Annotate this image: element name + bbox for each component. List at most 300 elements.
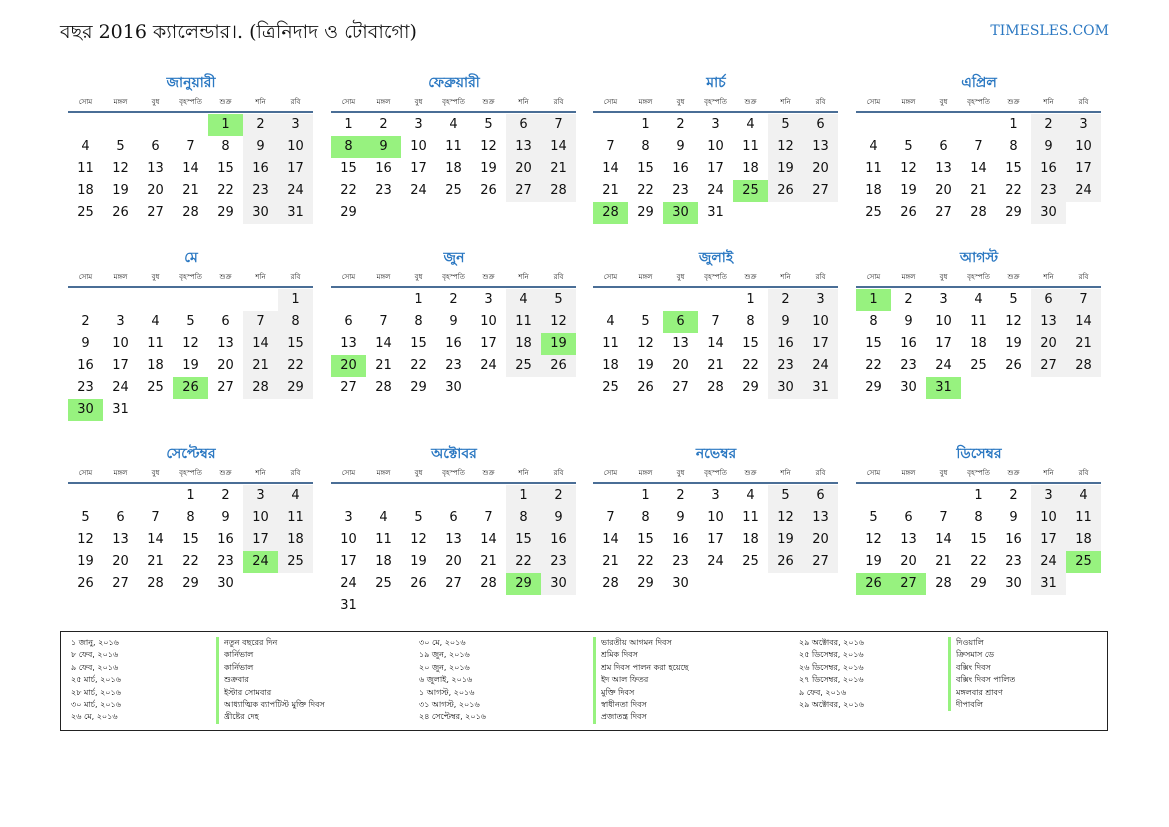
day-cell: 27	[112, 576, 129, 591]
weekday-label: রবি	[553, 98, 564, 106]
weekday-label: মঙ্গল	[113, 469, 128, 477]
day-cell: 26	[637, 380, 654, 395]
holiday-name: বক্সিং দিবস	[956, 662, 991, 672]
empty-cell	[471, 485, 506, 507]
weekday-label: বৃহস্পতি	[442, 273, 465, 281]
day-cell: 6	[506, 114, 541, 136]
empty-cell	[173, 289, 208, 311]
day-cell: 22	[637, 554, 654, 569]
holiday-name: নতুন বছরের দিন	[224, 638, 278, 647]
empty-cell	[103, 485, 138, 507]
weekday-header	[856, 96, 1101, 113]
weekday-label: রবি	[553, 273, 564, 281]
day-cell: 21	[541, 158, 576, 180]
holiday-names-column-2	[593, 637, 689, 724]
day-cell: 18	[970, 336, 987, 351]
day-cell: 21	[935, 554, 952, 569]
day-cell: 7	[1066, 289, 1101, 311]
day-cell: 1	[278, 289, 313, 311]
month-calendar	[593, 247, 839, 399]
month-name: জুন	[443, 250, 465, 266]
empty-cell	[961, 114, 996, 136]
day-cell: 4	[1066, 485, 1101, 507]
holiday-day-cell: 19	[541, 333, 576, 355]
weekday-label: মঙ্গল	[638, 273, 653, 281]
weekday-header	[856, 467, 1101, 484]
holiday-date: ৯ ফেব, ২০১৬	[71, 662, 119, 672]
weekday-label: রবি	[815, 98, 826, 106]
month-calendar	[593, 72, 839, 224]
day-cell: 29	[970, 576, 987, 591]
month-calendar	[68, 72, 314, 224]
holiday-date: ২৫ ডিসেম্বর, ২০১৬	[799, 650, 864, 660]
month-calendar	[68, 443, 314, 595]
day-cell: 11	[970, 314, 987, 329]
day-cell: 29	[637, 205, 654, 220]
day-cell: 28	[541, 180, 576, 202]
day-cell: 14	[707, 336, 724, 351]
day-cell: 7	[151, 510, 160, 525]
day-cell: 8	[278, 311, 313, 333]
holiday-date: ২৬ মে, ২০১৬	[71, 712, 118, 722]
weekday-label: শনি	[780, 98, 791, 106]
day-cell: 29	[278, 377, 313, 399]
weekday-label: সোম	[341, 273, 356, 281]
days-grid	[331, 289, 576, 399]
weekday-label: সোম	[341, 98, 356, 106]
day-cell: 5	[904, 139, 913, 154]
day-cell: 13	[1031, 311, 1066, 333]
day-cell: 30	[445, 380, 462, 395]
day-cell: 22	[865, 358, 882, 373]
day-cell: 21	[707, 358, 724, 373]
day-cell: 29	[217, 205, 234, 220]
empty-cell	[243, 289, 278, 311]
day-cell: 31	[340, 598, 357, 613]
weekday-header	[331, 271, 576, 288]
day-cell: 28	[602, 576, 619, 591]
day-cell: 13	[803, 136, 838, 158]
day-cell: 17	[1066, 158, 1101, 180]
holiday-day-cell: 29	[506, 573, 541, 595]
holiday-day-cell: 30	[663, 202, 698, 224]
day-cell: 9	[81, 336, 90, 351]
weekday-label: বুধ	[939, 469, 948, 477]
day-cell: 3	[1066, 114, 1101, 136]
day-cell: 30	[1031, 202, 1066, 224]
day-cell: 26	[410, 576, 427, 591]
day-cell: 4	[278, 485, 313, 507]
day-cell: 27	[803, 551, 838, 573]
weekday-label: সোম	[603, 469, 618, 477]
weekday-label: রবি	[290, 273, 301, 281]
day-cell: 18	[278, 529, 313, 551]
day-cell: 3	[711, 117, 720, 132]
day-cell: 5	[768, 114, 803, 136]
day-cell: 25	[602, 380, 619, 395]
day-cell: 18	[375, 554, 392, 569]
day-cell: 12	[768, 136, 803, 158]
day-cell: 1	[506, 485, 541, 507]
day-cell: 31	[803, 377, 838, 399]
holiday-names-column-3	[948, 637, 1015, 711]
day-cell: 23	[445, 358, 462, 373]
holiday-name: শ্রম দিবস পালন করা হয়েছে	[601, 662, 689, 672]
day-cell: 23	[768, 355, 803, 377]
day-cell: 19	[77, 554, 94, 569]
empty-cell	[436, 485, 471, 507]
day-cell: 25	[278, 551, 313, 573]
day-cell: 12	[865, 532, 882, 547]
day-cell: 24	[278, 180, 313, 202]
day-cell: 9	[904, 314, 913, 329]
day-cell: 10	[1066, 136, 1101, 158]
weekday-label: শুক্র	[1007, 98, 1020, 106]
days-grid	[856, 114, 1101, 224]
day-cell: 17	[112, 358, 129, 373]
day-cell: 20	[900, 554, 917, 569]
day-cell: 7	[186, 139, 195, 154]
day-cell: 13	[506, 136, 541, 158]
day-cell: 15	[865, 336, 882, 351]
days-grid	[593, 485, 838, 595]
day-cell: 3	[711, 488, 720, 503]
day-cell: 21	[602, 183, 619, 198]
holiday-date: ২৬ ডিসেম্বর, ২০১৬	[799, 662, 864, 672]
weekday-label: শনি	[255, 273, 266, 281]
day-cell: 1	[344, 117, 353, 132]
day-cell: 5	[1009, 292, 1018, 307]
day-cell: 13	[147, 161, 164, 176]
empty-cell	[891, 114, 926, 136]
holiday-name: দিওয়ালি	[956, 638, 984, 647]
day-cell: 18	[445, 161, 462, 176]
day-cell: 13	[112, 532, 129, 547]
day-cell: 25	[147, 380, 164, 395]
day-cell: 23	[900, 358, 917, 373]
holiday-date: ৯ ফেব, ২০১৬	[799, 687, 847, 697]
day-cell: 12	[480, 139, 497, 154]
holiday-names-column-1	[216, 637, 325, 724]
weekday-label: বৃহস্পতি	[704, 273, 727, 281]
days-grid	[856, 485, 1101, 595]
weekday-label: সোম	[866, 469, 881, 477]
day-cell: 24	[707, 183, 724, 198]
holiday-date: ২৯ অক্টোবর, ২০১৬	[799, 699, 864, 709]
weekday-label: বুধ	[676, 273, 685, 281]
day-cell: 25	[445, 183, 462, 198]
day-cell: 28	[147, 576, 164, 591]
holiday-day-cell: 6	[663, 311, 698, 333]
day-cell: 5	[641, 314, 650, 329]
day-cell: 25	[865, 205, 882, 220]
holiday-day-cell: 24	[243, 551, 278, 573]
weekday-label: বৃহস্পতি	[179, 273, 202, 281]
day-cell: 11	[865, 161, 882, 176]
holiday-name: ভারতীয় আগমন দিবস	[601, 638, 672, 647]
days-grid	[68, 485, 313, 595]
empty-cell	[628, 289, 663, 311]
weekday-label: বৃহস্পতি	[967, 273, 990, 281]
holiday-day-cell: 26	[173, 377, 208, 399]
day-cell: 8	[221, 139, 230, 154]
day-cell: 18	[77, 183, 94, 198]
day-cell: 7	[243, 311, 278, 333]
day-cell: 23	[375, 183, 392, 198]
empty-cell	[103, 114, 138, 136]
day-cell: 17	[278, 158, 313, 180]
day-cell: 3	[1031, 485, 1066, 507]
day-cell: 24	[803, 355, 838, 377]
weekday-label: শুক্র	[744, 469, 757, 477]
day-cell: 13	[672, 336, 689, 351]
holiday-name: ইস্টার সোমবার	[224, 687, 272, 697]
day-cell: 17	[707, 161, 724, 176]
day-cell: 24	[935, 358, 952, 373]
day-cell: 2	[1009, 488, 1018, 503]
weekday-label: সোম	[603, 98, 618, 106]
day-cell: 18	[602, 358, 619, 373]
day-cell: 10	[707, 510, 724, 525]
day-cell: 24	[480, 358, 497, 373]
day-cell: 6	[803, 485, 838, 507]
day-cell: 3	[243, 485, 278, 507]
day-cell: 20	[112, 554, 129, 569]
day-cell: 6	[939, 139, 948, 154]
empty-cell	[68, 485, 103, 507]
day-cell: 15	[506, 529, 541, 551]
day-cell: 17	[707, 532, 724, 547]
day-cell: 26	[480, 183, 497, 198]
holiday-date: ৮ ফেব, ২০১৬	[71, 650, 119, 660]
day-cell: 16	[900, 336, 917, 351]
day-cell: 14	[243, 333, 278, 355]
day-cell: 5	[869, 510, 878, 525]
day-cell: 28	[935, 576, 952, 591]
day-cell: 29	[1005, 205, 1022, 220]
weekday-label: শুক্র	[219, 273, 232, 281]
empty-cell	[173, 114, 208, 136]
weekday-label: শুক্র	[219, 98, 232, 106]
holiday-date: ৬ জুলাই, ২০১৬	[419, 675, 473, 685]
day-cell: 1	[974, 488, 983, 503]
day-cell: 21	[480, 554, 497, 569]
day-cell: 8	[641, 510, 650, 525]
day-cell: 21	[182, 183, 199, 198]
weekday-label: মঙ্গল	[638, 469, 653, 477]
day-cell: 2	[676, 117, 685, 132]
day-cell: 27	[340, 380, 357, 395]
day-cell: 14	[480, 532, 497, 547]
day-cell: 28	[970, 205, 987, 220]
site-link[interactable]: TIMESLES.COM	[990, 23, 1109, 39]
weekday-label: সোম	[78, 273, 93, 281]
month-name: ডিসেম্বর	[956, 446, 1002, 462]
weekday-label: মঙ্গল	[901, 273, 916, 281]
day-cell: 27	[935, 205, 952, 220]
day-cell: 12	[1005, 314, 1022, 329]
holiday-date: ২০ জুন, ২০১৬	[419, 662, 470, 672]
day-cell: 8	[414, 314, 423, 329]
weekday-header	[856, 271, 1101, 288]
weekday-label: রবি	[290, 98, 301, 106]
month-calendar	[331, 247, 577, 399]
weekday-label: রবি	[1078, 469, 1089, 477]
day-cell: 6	[803, 114, 838, 136]
day-cell: 2	[379, 117, 388, 132]
weekday-label: মঙ্গল	[376, 98, 391, 106]
day-cell: 28	[182, 205, 199, 220]
holiday-name: ক্রিসমাস ডে	[956, 650, 994, 660]
day-cell: 21	[970, 183, 987, 198]
day-cell: 25	[375, 576, 392, 591]
weekday-label: সোম	[78, 469, 93, 477]
days-grid	[593, 114, 838, 224]
day-cell: 30	[768, 377, 803, 399]
weekday-label: শুক্র	[744, 98, 757, 106]
holidays-table	[60, 631, 1108, 731]
day-cell: 26	[541, 355, 576, 377]
day-cell: 28	[243, 377, 278, 399]
weekday-label: রবি	[553, 469, 564, 477]
day-cell: 20	[803, 529, 838, 551]
day-cell: 18	[742, 161, 759, 176]
day-cell: 10	[935, 314, 952, 329]
holiday-name: কার্নিভাল	[224, 662, 254, 672]
day-cell: 29	[742, 380, 759, 395]
weekday-label: বুধ	[414, 469, 423, 477]
day-cell: 4	[151, 314, 160, 329]
day-cell: 14	[602, 161, 619, 176]
weekday-label: বুধ	[414, 98, 423, 106]
day-cell: 4	[606, 314, 615, 329]
day-cell: 22	[278, 355, 313, 377]
day-cell: 17	[935, 336, 952, 351]
day-cell: 17	[803, 333, 838, 355]
day-cell: 23	[77, 380, 94, 395]
day-cell: 22	[340, 183, 357, 198]
day-cell: 10	[243, 507, 278, 529]
day-cell: 19	[768, 158, 803, 180]
day-cell: 30	[541, 573, 576, 595]
day-cell: 22	[217, 183, 234, 198]
day-cell: 24	[1031, 551, 1066, 573]
holiday-day-cell: 25	[733, 180, 768, 202]
day-cell: 22	[742, 358, 759, 373]
weekday-header	[68, 271, 313, 288]
weekday-label: শুক্র	[1007, 469, 1020, 477]
weekday-label: বৃহস্পতি	[967, 469, 990, 477]
day-cell: 20	[147, 183, 164, 198]
day-cell: 9	[541, 507, 576, 529]
weekday-label: বৃহস্পতি	[179, 98, 202, 106]
day-cell: 12	[182, 336, 199, 351]
day-cell: 2	[243, 114, 278, 136]
holiday-day-cell: 30	[68, 399, 103, 421]
weekday-label: রবি	[290, 469, 301, 477]
days-grid	[593, 289, 838, 399]
weekday-label: রবি	[815, 469, 826, 477]
day-cell: 28	[1066, 355, 1101, 377]
day-cell: 6	[449, 510, 458, 525]
weekday-label: শনি	[1043, 98, 1054, 106]
holiday-day-cell: 27	[891, 573, 926, 595]
holiday-day-cell: 9	[366, 136, 401, 158]
day-cell: 11	[375, 532, 392, 547]
empty-cell	[68, 289, 103, 311]
day-cell: 23	[217, 554, 234, 569]
day-cell: 14	[935, 532, 952, 547]
holiday-dates-column-2	[419, 637, 486, 724]
day-cell: 24	[340, 576, 357, 591]
day-cell: 12	[112, 161, 129, 176]
day-cell: 16	[77, 358, 94, 373]
day-cell: 19	[112, 183, 129, 198]
day-cell: 16	[768, 333, 803, 355]
weekday-label: শুক্র	[744, 273, 757, 281]
day-cell: 1	[186, 488, 195, 503]
weekday-label: বৃহস্পতি	[704, 98, 727, 106]
day-cell: 20	[445, 554, 462, 569]
weekday-label: শুক্র	[482, 98, 495, 106]
day-cell: 7	[939, 510, 948, 525]
day-cell: 7	[379, 314, 388, 329]
day-cell: 11	[506, 311, 541, 333]
month-calendar	[68, 247, 314, 421]
holiday-date: ১৯ জুন, ২০১৬	[419, 650, 470, 660]
weekday-label: বৃহস্পতি	[967, 98, 990, 106]
holiday-name: শ্রমিক দিবস	[601, 650, 638, 660]
day-cell: 25	[742, 554, 759, 569]
day-cell: 19	[182, 358, 199, 373]
weekday-label: সোম	[866, 98, 881, 106]
day-cell: 5	[484, 117, 493, 132]
day-cell: 15	[637, 532, 654, 547]
day-cell: 22	[1005, 183, 1022, 198]
day-cell: 8	[506, 507, 541, 529]
day-cell: 19	[768, 529, 803, 551]
weekday-label: শুক্র	[1007, 273, 1020, 281]
empty-cell	[593, 114, 628, 136]
days-grid	[331, 114, 576, 224]
day-cell: 3	[414, 117, 423, 132]
weekday-label: শনি	[255, 98, 266, 106]
empty-cell	[331, 289, 366, 311]
empty-cell	[103, 289, 138, 311]
empty-cell	[856, 485, 891, 507]
day-cell: 14	[182, 161, 199, 176]
empty-cell	[698, 289, 733, 311]
weekday-label: সোম	[78, 98, 93, 106]
month-name: জুলাই	[698, 250, 734, 266]
weekday-label: শুক্র	[219, 469, 232, 477]
month-name: মে	[184, 250, 198, 266]
holiday-name: মঙ্গলবার শ্রাবণ	[956, 687, 1003, 697]
day-cell: 17	[243, 529, 278, 551]
day-cell: 13	[445, 532, 462, 547]
day-cell: 14	[541, 136, 576, 158]
day-cell: 2	[81, 314, 90, 329]
day-cell: 29	[637, 576, 654, 591]
day-cell: 12	[768, 507, 803, 529]
day-cell: 23	[1005, 554, 1022, 569]
day-cell: 19	[480, 161, 497, 176]
weekday-label: রবি	[1078, 98, 1089, 106]
day-cell: 28	[375, 380, 392, 395]
day-cell: 9	[768, 311, 803, 333]
day-cell: 25	[77, 205, 94, 220]
holiday-date: ২৫ মার্চ, ২০১৬	[71, 675, 121, 685]
